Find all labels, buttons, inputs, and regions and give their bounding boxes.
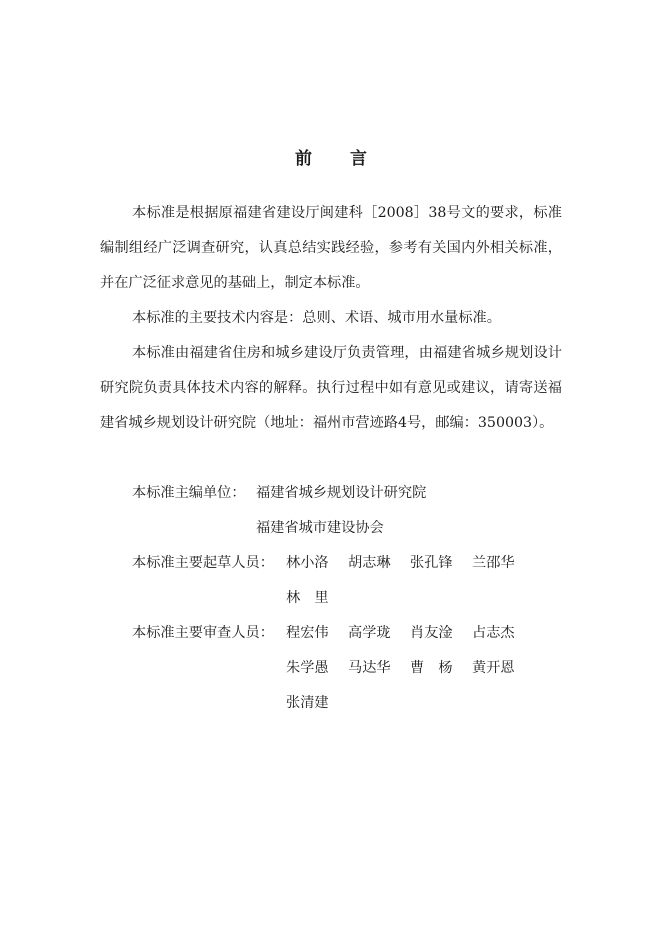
reviewer-name: 马达华: [348, 660, 391, 676]
editor-label: 本标准主编单位：: [132, 485, 246, 501]
editor-unit: 福建省城市建设协会: [256, 520, 384, 536]
paragraph-management: 本标准由福建省住房和城乡建设厅负责管理，由福建省城乡规划设计研究院负责具体技术内容的解释。执行过程中如有意见或建议，请寄送福建省城乡规划设计研究院（地址：福州市营迹路4号，邮编：350003）。: [100, 345, 562, 431]
page-title: 前 言: [295, 149, 383, 169]
paragraph-basis: 本标准是根据原福建省建设厅闽建科［2008］38号文的要求，标准编制组经广泛调查研究，认真总结实践经验，参考有关国内外相关标准，并在广泛征求意见的基础上，制定本标准。: [100, 205, 562, 291]
reviewer-name: 占志杰: [472, 625, 515, 641]
reviewer-name: 曹 杨: [410, 660, 453, 676]
reviewer-name: 肖友淦: [410, 625, 453, 641]
drafter-name: 林小洛: [286, 555, 329, 571]
reviewers-list: [286, 616, 534, 721]
editor-unit: 福建省城乡规划设计研究院: [256, 485, 427, 501]
drafter-name: 林 里: [286, 590, 329, 606]
drafter-name: 兰邵华: [472, 555, 515, 571]
reviewer-name: 高学珑: [348, 625, 391, 641]
reviewer-name: 黄开恩: [472, 660, 515, 676]
drafters-label: 本标准主要起草人员：: [132, 555, 274, 571]
drafter-name: 胡志琳: [348, 555, 391, 571]
paragraph-content: 本标准的主要技术内容是：总则、术语、城市用水量标准。: [132, 310, 501, 326]
drafters-list: [286, 546, 534, 616]
reviewer-name: 程宏伟: [286, 625, 329, 641]
drafter-name: 张孔锋: [410, 555, 453, 571]
reviewer-name: 朱学愚: [286, 660, 329, 676]
reviewers-label: 本标准主要审查人员：: [132, 625, 274, 641]
reviewer-name: 张清建: [286, 695, 329, 711]
